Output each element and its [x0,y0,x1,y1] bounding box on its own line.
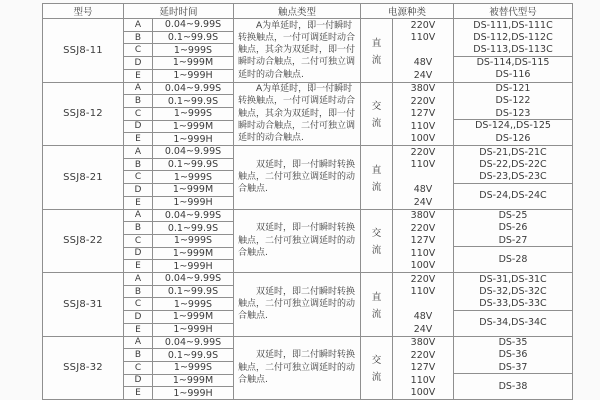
voltage-value: 110V [410,159,436,171]
power-type-cell [361,210,393,273]
voltage-cell [393,273,454,336]
delay-row [124,108,233,121]
delay-row [124,337,233,350]
replaced-model-cell [454,210,572,273]
delay-range: 1~999S [173,298,213,310]
replaced-top-group [454,19,572,57]
delay-letter: C [124,298,153,310]
delay-range: 1~999M [172,57,214,69]
voltage-value: 220V [410,146,436,158]
delay-letter: B [124,286,153,298]
delay-range: 1~999H [173,197,213,209]
voltage-cell [393,210,454,273]
delay-row [124,57,233,70]
delay-row [124,387,233,399]
replaced-bottom-group [454,57,572,82]
delay-row [124,222,233,235]
delay-range: 0.1~99.9S [167,95,219,107]
replaced-model-cell [454,146,572,209]
replaced-model-cell [454,337,572,400]
voltage-value: 48V [413,184,433,196]
contact-type-text: 双延时，即二付瞬时转换触点，二付可独立调延时的动合触点. [238,286,356,322]
replaced-bottom-group [454,120,572,145]
delay-subtable [124,337,234,400]
replaced-top-group [454,210,572,248]
delay-range: 1~999M [172,247,214,259]
power-char: 流 [371,372,382,384]
replaced-top-group [454,146,572,184]
contact-type-cell [234,19,361,82]
delay-letter: B [124,32,153,44]
power-char: 流 [371,245,382,257]
delay-subtable [124,83,234,146]
voltage-value: 100V [410,260,436,272]
replaced-model: DS-122 [495,95,531,107]
delay-subtable [124,210,234,273]
power-char: 流 [371,181,382,193]
delay-letter: B [124,159,153,171]
contact-type-text: 双延时，即一付瞬时转换触点，二付可独立调延时的动合触点. [238,223,356,258]
replaced-model: DS-37 [498,361,528,373]
voltage-value: 110V [410,247,436,259]
delay-range: 1~999S [173,235,213,247]
replaced-model: DS-33,DS-33C [479,298,547,310]
delay-range: 0.04~9.99S [164,19,222,31]
replaced-top-group [454,83,572,121]
replaced-top-group [454,273,572,311]
delay-row [124,349,233,362]
contact-type-text: 双延时，即二付瞬时转换触点，二付可独立调延时的动合触点. [238,350,356,385]
replaced-model: DS-31,DS-31C [479,273,547,285]
delay-subtable [124,273,234,336]
replaced-model-cell [454,19,572,82]
delay-letter: D [124,375,153,387]
delay-range: 0.1~99.9S [167,159,219,171]
voltage-value: 380V [410,337,436,349]
voltage-value: 220V [410,349,436,361]
voltage-value [393,298,453,311]
voltage-value: 220V [410,19,436,31]
delay-range: 1~999S [173,362,213,374]
voltage-value: 24V [413,69,433,81]
relay-spec-table [42,3,573,400]
voltage-value: 110V [410,286,436,298]
delay-letter: C [124,108,153,120]
delay-letter: D [124,57,153,69]
voltage-value: 380V [410,210,436,222]
model-label: SSJ8-21 [43,146,124,209]
header-replaced-model: 被替代型号 [489,7,537,18]
delay-row [124,146,233,159]
delay-letter: E [124,70,153,82]
delay-letter: B [124,222,153,234]
delay-row [124,311,233,324]
power-type-cell [361,273,393,336]
power-type-cell [361,146,393,209]
voltage-value: 110V [410,120,436,132]
voltage-value [393,171,453,184]
delay-row [124,121,233,134]
replaced-bottom-group [454,374,572,399]
delay-letter: E [124,324,153,336]
delay-letter: A [124,146,153,158]
delay-range: 1~999H [173,387,213,399]
contact-type-text: A为单延时，即一付瞬时转换触点，一付可调延时动合触点，其余为双延时，即一付瞬时动合触点，二付可独立调延时的动合触点. [238,84,356,144]
section-ssj8-21 [43,146,572,210]
power-type-cell [361,337,393,400]
delay-row [124,19,233,32]
replaced-model: DS-124,,DS-125 [475,120,551,132]
replaced-model: DS-36 [498,349,528,361]
delay-letter: A [124,19,153,31]
voltage-value: 380V [410,83,436,95]
delay-row [124,210,233,223]
replaced-model: DS-27 [498,234,528,246]
delay-range: 0.1~99.9S [167,286,219,298]
replaced-model: DS-111,DS-111C [473,19,553,31]
header-delay-time: 延时时间 [124,4,234,18]
delay-range: 0.04~9.99S [164,146,222,158]
power-type-cell [361,19,393,82]
delay-row [124,197,233,209]
delay-subtable [124,19,234,82]
replaced-model: DS-113,DS-113C [473,44,553,56]
delay-range: 1~999M [172,120,214,132]
delay-range: 1~999S [173,171,213,183]
replaced-model: DS-32,DS-32C [479,285,547,297]
voltage-value: 24V [413,196,433,208]
delay-range: 1~999S [173,44,213,56]
delay-row [124,44,233,57]
power-char: 交 [371,355,382,367]
model-label: SSJ8-12 [43,83,124,146]
voltage-value: 24V [413,323,433,335]
delay-range: 0.04~9.99S [164,82,222,94]
delay-letter: E [124,133,153,145]
delay-range: 1~999H [173,324,213,336]
delay-letter: E [124,387,153,399]
replaced-model: DS-25 [498,210,528,222]
contact-type-cell [234,273,361,336]
delay-range: 1~999H [173,260,213,272]
delay-range: 0.04~9.99S [164,273,222,285]
voltage-value: 220V [410,222,436,234]
replaced-model: DS-38 [498,380,528,392]
delay-range: 0.1~99.9S [167,222,219,234]
section-ssj8-22 [43,210,572,274]
delay-row [124,324,233,336]
replaced-model: DS-114,DS-115 [476,56,550,68]
delay-row [124,298,233,311]
delay-subtable [124,146,234,209]
section-ssj8-31 [43,273,572,337]
replaced-model: DS-126 [495,132,531,144]
power-char: 流 [371,118,382,130]
delay-row [124,133,233,145]
header-row [43,4,572,19]
delay-row [124,171,233,184]
contact-type-text: A为单延时，即一付瞬时转换触点，一付可调延时动合触点，其余为双延时，即一付瞬时动合触点，二付可独立调延时的动合触点. [238,20,356,80]
replaced-model: DS-112,DS-112C [473,31,553,43]
replaced-model: DS-35 [498,337,528,349]
section-ssj8-32 [43,337,572,400]
delay-row [124,286,233,299]
delay-range: 1~999M [172,184,214,196]
voltage-cell [393,337,454,400]
replaced-bottom-group [454,184,572,209]
header-model: 型号 [43,4,124,18]
voltage-value: 127V [410,235,436,247]
power-char: 流 [371,54,382,66]
replaced-model: DS-34,DS-34C [479,317,547,328]
power-char: 交 [371,228,382,240]
delay-letter: A [124,210,153,222]
delay-row [124,273,233,286]
header-power-type: 电源种类 [361,4,454,18]
delay-range: 1~999S [173,108,213,120]
power-char: 交 [371,101,382,113]
voltage-value: 48V [413,311,433,323]
replaced-model: DS-26 [498,222,528,234]
contact-type-text: 双延时，即一付瞬时转换触点，二付可独立调延时的动合触点. [238,159,356,195]
model-label: SSJ8-32 [43,337,124,400]
delay-letter: C [124,44,153,56]
replaced-bottom-group [454,311,572,336]
delay-row [124,83,233,96]
replaced-model-cell [454,83,572,146]
delay-letter: D [124,311,153,323]
power-type-cell [361,83,393,146]
delay-range: 1~999H [173,70,213,82]
delay-letter: C [124,362,153,374]
delay-letter: D [124,121,153,133]
delay-letter: C [124,171,153,183]
voltage-value [393,44,453,57]
model-label: SSJ8-31 [43,273,124,336]
replaced-model: DS-28 [498,253,528,265]
delay-range: 1~999M [172,374,214,386]
delay-range: 0.1~99.9S [167,32,219,44]
delay-range: 0.04~9.99S [164,209,222,221]
voltage-cell [393,19,454,82]
delay-range: 0.1~99.9S [167,349,219,361]
delay-letter: A [124,337,153,349]
delay-letter: B [124,95,153,107]
delay-letter: E [124,197,153,209]
model-label: SSJ8-11 [43,19,124,82]
power-char: 流 [371,308,382,320]
replaced-bottom-group [454,247,572,272]
replaced-model-cell [454,273,572,336]
power-char: 直 [371,164,382,176]
voltage-value: 127V [410,362,436,374]
voltage-value: 127V [410,108,436,120]
voltage-value: 220V [410,95,436,107]
power-char: 直 [371,291,382,303]
replaced-model: DS-116 [495,69,531,81]
contact-type-cell [234,146,361,209]
delay-row [124,70,233,82]
delay-row [124,362,233,375]
delay-letter: B [124,349,153,361]
section-ssj8-11 [43,19,572,83]
delay-letter: D [124,248,153,260]
delay-letter: E [124,260,153,272]
section-ssj8-12 [43,83,572,147]
delay-row [124,159,233,172]
power-char: 直 [371,37,382,49]
replaced-top-group [454,337,572,375]
replaced-model: DS-123 [495,107,531,119]
delay-row [124,95,233,108]
delay-letter: D [124,184,153,196]
delay-range: 1~999H [173,133,213,145]
replaced-model: DS-24,DS-24C [479,190,547,201]
voltage-cell [393,146,454,209]
replaced-model: DS-23,DS-23C [479,171,547,183]
contact-type-cell [234,83,361,146]
delay-range: 0.04~9.99S [164,336,222,348]
delay-row [124,260,233,272]
delay-letter: C [124,235,153,247]
delay-row [124,235,233,248]
replaced-model: DS-121 [495,83,531,95]
voltage-cell [393,83,454,146]
delay-row [124,248,233,261]
delay-row [124,32,233,45]
voltage-value: 220V [410,273,436,285]
voltage-value: 100V [410,387,436,399]
delay-letter: A [124,83,153,95]
voltage-value: 110V [410,374,436,386]
voltage-value: 100V [410,133,436,145]
contact-type-cell [234,337,361,400]
delay-range: 1~999M [172,311,214,323]
contact-type-cell [234,210,361,273]
voltage-value: 110V [410,32,436,44]
replaced-model: DS-22,DS-22C [479,158,547,170]
delay-row [124,184,233,197]
replaced-model: DS-21,DS-21C [479,146,547,158]
voltage-value: 48V [413,57,433,69]
model-label: SSJ8-22 [43,210,124,273]
header-contact-type: 触点类型 [234,4,361,18]
delay-letter: A [124,273,153,285]
delay-row [124,375,233,388]
